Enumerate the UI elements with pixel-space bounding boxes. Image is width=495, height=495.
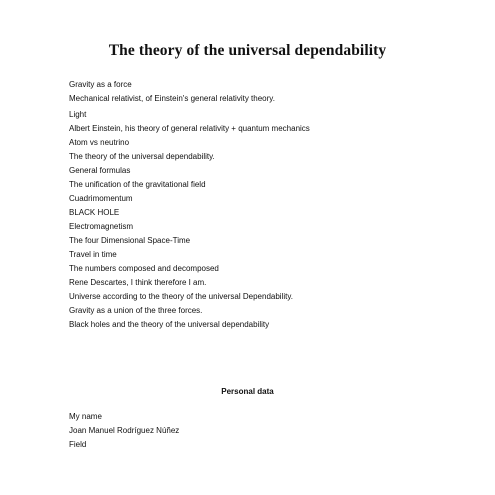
contents-item: Universe according to the theory of the universal Dependability.: [69, 291, 293, 301]
contents-item: BLACK HOLE: [69, 207, 120, 217]
contents-item: Rene Descartes, I think therefore I am.: [69, 277, 207, 287]
contents-item: The numbers composed and decomposed: [69, 263, 219, 273]
contents-item: Albert Einstein, his theory of general relativity + quantum mechanics: [69, 123, 310, 133]
personal-data-heading: Personal data: [221, 387, 274, 396]
contents-item: Electromagnetism: [69, 221, 134, 231]
contents-item: Gravity as a union of the three forces.: [69, 305, 203, 315]
personal-data-list: [69, 410, 179, 452]
contents-item: Gravity as a force: [69, 80, 132, 89]
contents-item: The four Dimensional Space-Time: [69, 235, 191, 245]
contents-list: [69, 78, 310, 332]
contents-item: Light: [69, 109, 87, 119]
contents-item: Cuadrimomentum: [69, 193, 133, 203]
contents-item: Black holes and the theory of the universal dependability: [69, 319, 270, 329]
personal-data-line: Field: [69, 440, 87, 449]
personal-data-line: My name: [69, 412, 102, 421]
contents-item: The theory of the universal dependability.: [69, 151, 215, 161]
document-title: The theory of the universal dependability: [108, 42, 387, 59]
contents-item: The unification of the gravitational field: [69, 179, 206, 189]
contents-item: Atom vs neutrino: [69, 137, 130, 147]
contents-item: General formulas: [69, 165, 131, 175]
contents-item: Mechanical relativist, of Einstein's general relativity theory.: [69, 94, 275, 103]
personal-data-line: Joan Manuel Rodríguez Núñez: [69, 426, 180, 435]
contents-item: Travel in time: [69, 249, 117, 259]
